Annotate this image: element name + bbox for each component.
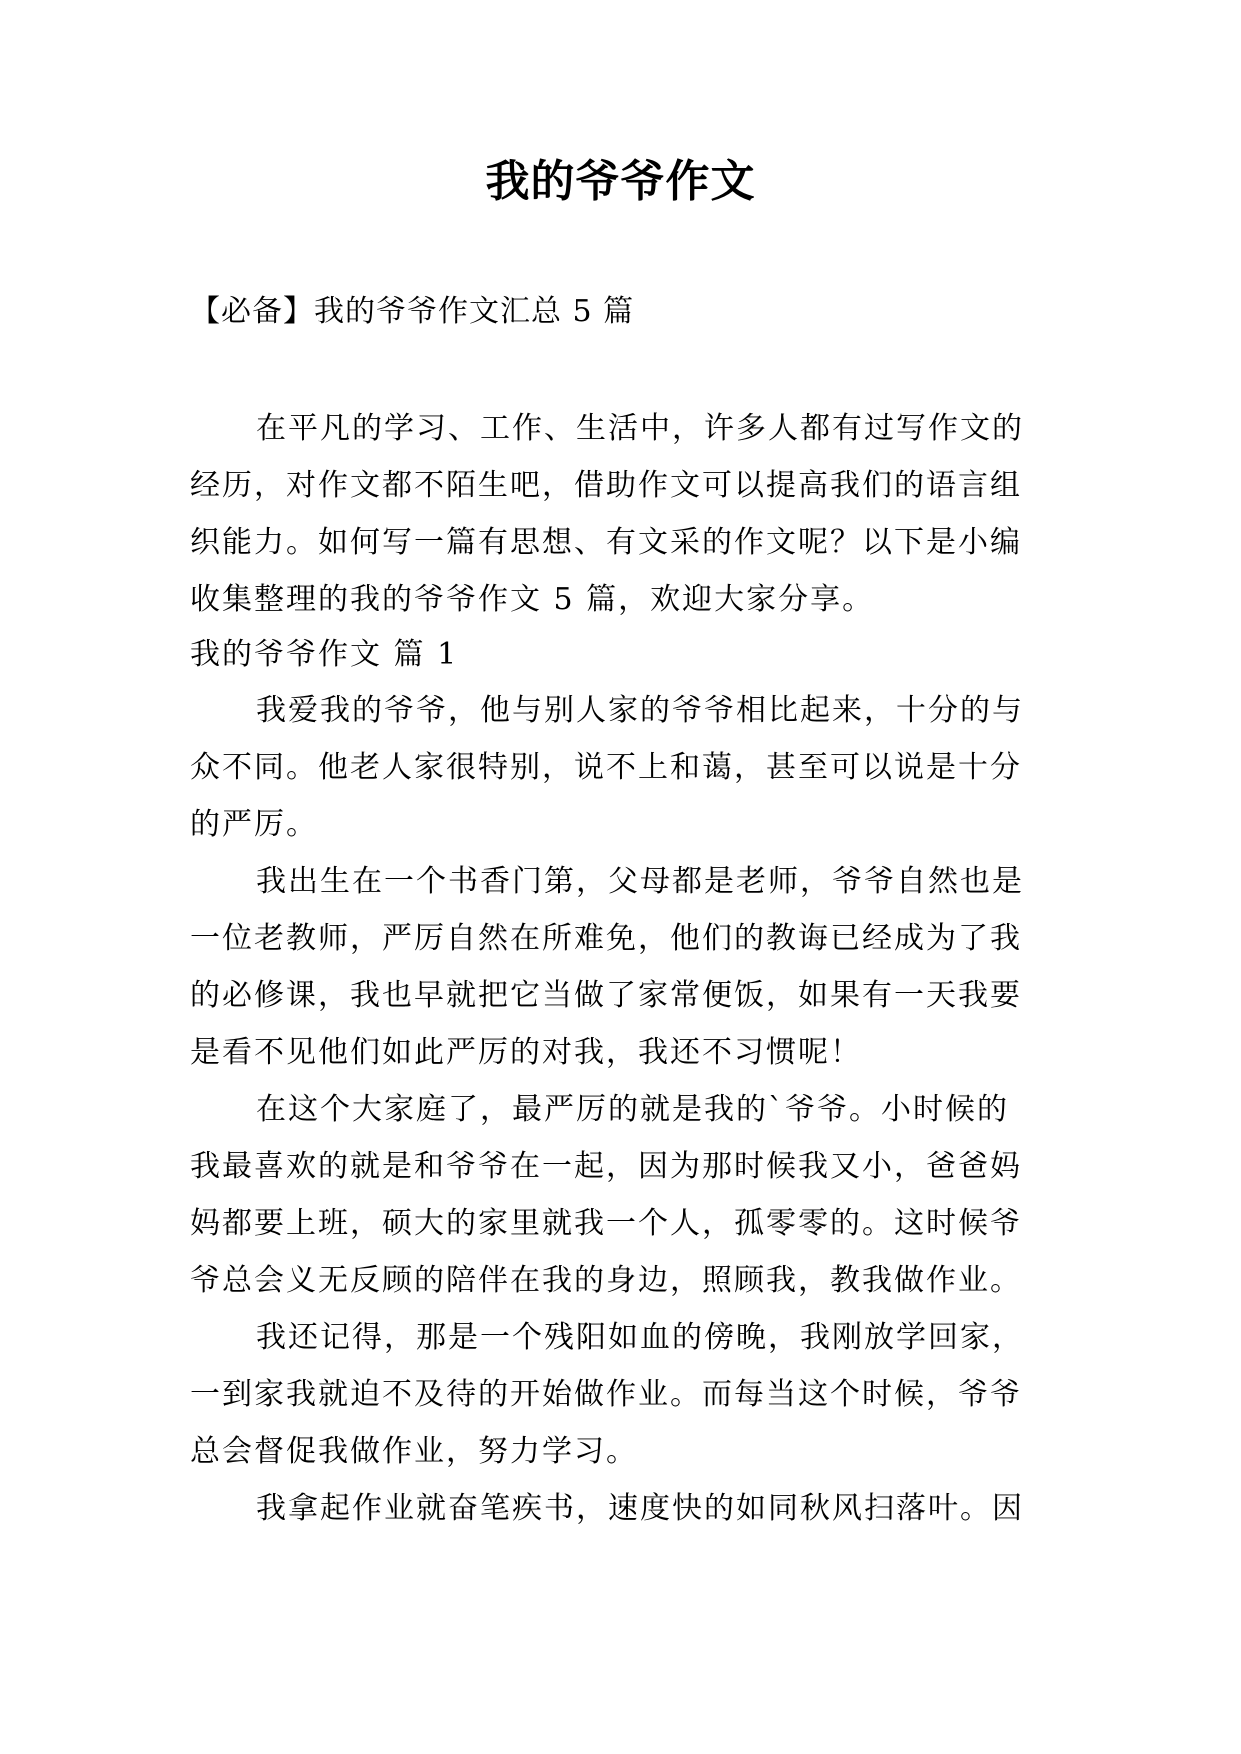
paragraph-5 xyxy=(190,1480,1070,1537)
paragraph-line: 总会督促我做作业，努力学习。 xyxy=(190,1434,638,1469)
paragraph-line: 我最喜欢的就是和爷爷在一起，因为那时候我又小，爸爸妈 xyxy=(190,1149,1022,1184)
section-heading: 我的爷爷作文 篇 1 xyxy=(190,637,459,672)
paragraph-2 xyxy=(190,853,1070,1081)
paragraph-line: 收集整理的我的爷爷作文 5 篇，欢迎大家分享。 xyxy=(190,582,875,617)
paragraph-line: 经历，对作文都不陌生吧，借助作文可以提高我们的语言组 xyxy=(190,468,1022,503)
paragraph-line: 是看不见他们如此严厉的对我，我还不习惯呢！ xyxy=(190,1035,862,1070)
intro-paragraph xyxy=(190,400,1070,628)
paragraph-line: 我拿起作业就奋笔疾书，速度快的如同秋风扫落叶。因 xyxy=(256,1491,1024,1526)
document-subtitle: 【必备】我的爷爷作文汇总 5 篇 xyxy=(190,294,635,329)
paragraph-line: 在这个大家庭了，最严厉的就是我的`爷爷。小时候的 xyxy=(256,1092,1009,1127)
document-title: 我的爷爷作文 xyxy=(485,156,756,207)
paragraph-line: 的必修课，我也早就把它当做了家常便饭，如果有一天我要 xyxy=(190,978,1022,1013)
paragraph-line: 一到家我就迫不及待的开始做作业。而每当这个时候，爷爷 xyxy=(190,1377,1022,1412)
paragraph-line: 在平凡的学习、工作、生活中，许多人都有过写作文的 xyxy=(256,411,1024,446)
document-body xyxy=(190,400,1070,1537)
paragraph-line: 众不同。他老人家很特别，说不上和蔼，甚至可以说是十分 xyxy=(190,750,1022,785)
paragraph-4 xyxy=(190,1309,1070,1480)
paragraph-line: 的严厉。 xyxy=(190,807,318,842)
paragraph-line: 妈都要上班，硕大的家里就我一个人，孤零零的。这时候爷 xyxy=(190,1206,1022,1241)
paragraph-line: 我出生在一个书香门第，父母都是老师，爷爷自然也是 xyxy=(256,864,1024,899)
paragraph-line: 爷总会义无反顾的陪伴在我的身边，照顾我，教我做作业。 xyxy=(190,1263,1022,1298)
paragraph-3 xyxy=(190,1081,1070,1309)
paragraph-line: 我爱我的爷爷，他与别人家的爷爷相比起来，十分的与 xyxy=(256,693,1024,728)
paragraph-line: 织能力。如何写一篇有思想、有文采的作文呢？以下是小编 xyxy=(190,525,1022,560)
paragraph-1 xyxy=(190,682,1070,853)
paragraph-line: 我还记得，那是一个残阳如血的傍晚，我刚放学回家， xyxy=(256,1320,1024,1355)
paragraph-line: 一位老教师，严厉自然在所难免，他们的教诲已经成为了我 xyxy=(190,921,1022,956)
